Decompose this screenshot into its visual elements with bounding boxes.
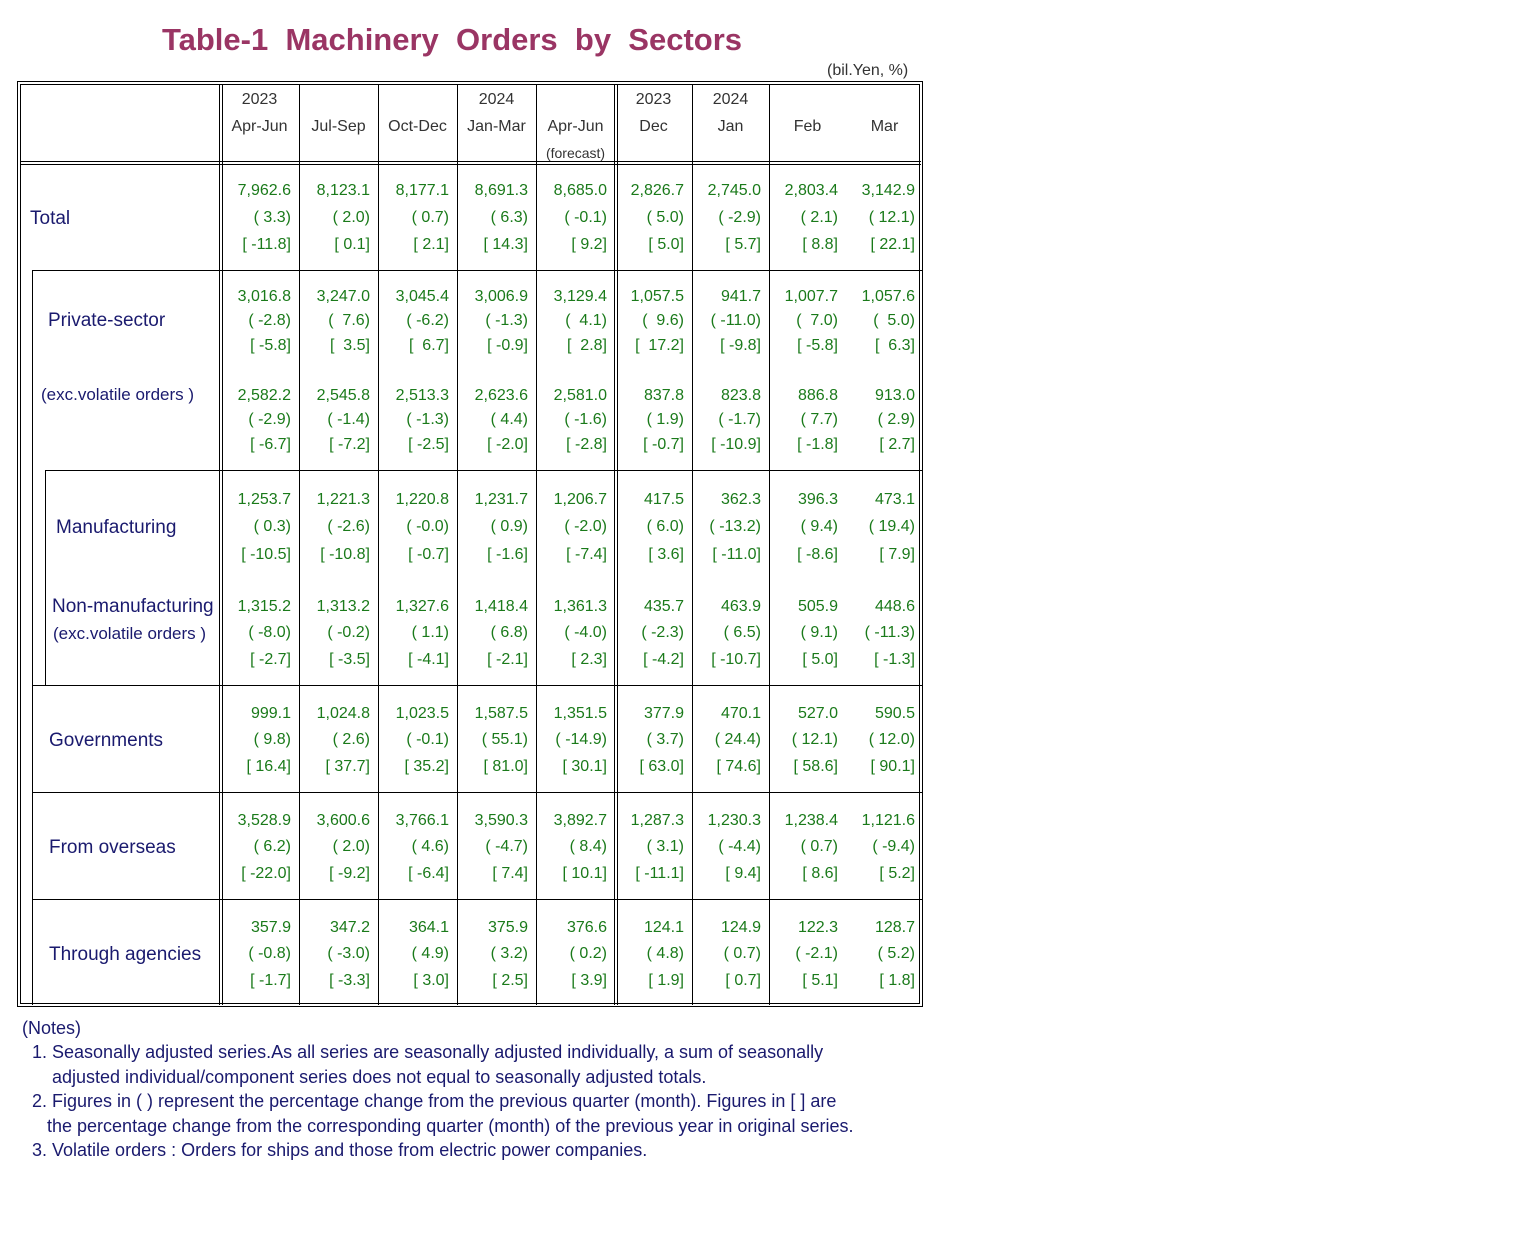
cell-yoy-change: [ -10.7] <box>711 651 761 668</box>
cell-yoy-change: [ -6.7] <box>250 436 291 453</box>
column-year: 2023 <box>635 91 672 108</box>
cell-value: 3,590.3 <box>474 812 528 829</box>
cell-yoy-change: [ -9.8] <box>720 337 761 354</box>
cell-qoq-change: ( -2.0) <box>564 518 607 535</box>
cell-yoy-change: [ 7.4] <box>492 865 528 882</box>
column-period: Jan-Mar <box>467 118 526 135</box>
cell-value: 1,057.5 <box>630 288 684 305</box>
row-label: Through agencies <box>49 944 202 965</box>
cell-value: 376.6 <box>566 919 607 936</box>
cell-yoy-change: [ 8.8] <box>802 236 838 253</box>
cell-value: 1,315.2 <box>237 598 291 615</box>
cell-yoy-change: [ -10.5] <box>241 546 291 563</box>
cell-yoy-change: [ -0.7] <box>408 546 449 563</box>
row-label: Total <box>30 208 71 229</box>
cell-qoq-change: ( 5.0) <box>646 209 684 226</box>
indent-line <box>45 470 46 685</box>
cell-yoy-change: [ 58.6] <box>793 758 838 775</box>
cell-value: 2,745.0 <box>707 182 761 199</box>
cell-value: 2,513.3 <box>395 387 449 404</box>
cell-value: 3,600.6 <box>316 812 370 829</box>
cell-qoq-change: ( 8.4) <box>569 838 607 855</box>
note-line: adjusted individual/component series does not equal to seasonally adjusted totals. <box>22 1066 707 1087</box>
cell-yoy-change: [ 9.2] <box>571 236 607 253</box>
row-separator <box>32 899 922 900</box>
cell-value: 3,247.0 <box>316 288 370 305</box>
cell-value: 3,142.9 <box>861 182 915 199</box>
cell-value: 448.6 <box>874 598 915 615</box>
cell-yoy-change: [ -4.1] <box>408 651 449 668</box>
cell-qoq-change: ( -1.4) <box>327 411 370 428</box>
cell-qoq-change: ( 3.2) <box>490 945 528 962</box>
note-line: 1. Seasonally adjusted series.As all series are seasonally adjusted individually, a sum of seasonally <box>22 1042 824 1063</box>
column-period: Mar <box>870 118 899 135</box>
cell-yoy-change: [ -11.1] <box>635 865 684 882</box>
cell-qoq-change: ( 5.0) <box>873 312 915 329</box>
note-line: 2. Figures in ( ) represent the percentage change from the previous quarter (month). Figures in [ ] are <box>22 1091 837 1112</box>
indent-line <box>32 270 33 1005</box>
cell-qoq-change: ( -8.0) <box>248 624 291 641</box>
cell-value: 1,313.2 <box>316 598 370 615</box>
cell-qoq-change: ( 2.6) <box>332 731 370 748</box>
column-period: Feb <box>793 118 822 135</box>
cell-value: 527.0 <box>797 705 838 722</box>
cell-qoq-change: ( 7.6) <box>328 312 370 329</box>
row-separator <box>32 685 922 686</box>
cell-yoy-change: [ 6.7] <box>408 337 449 354</box>
cell-value: 590.5 <box>874 705 915 722</box>
cell-qoq-change: ( -2.1) <box>795 945 838 962</box>
cell-value: 8,177.1 <box>395 182 449 199</box>
note-line: 3. Volatile orders : Orders for ships and those from electric power companies. <box>22 1140 648 1161</box>
cell-qoq-change: ( -1.3) <box>485 312 528 329</box>
cell-qoq-change: ( 0.7) <box>723 945 761 962</box>
cell-qoq-change: ( 6.3) <box>490 209 528 226</box>
cell-yoy-change: [ -4.2] <box>643 651 684 668</box>
cell-value: 1,418.4 <box>474 598 528 615</box>
cell-qoq-change: ( -1.3) <box>406 411 449 428</box>
column-separator <box>536 85 537 1005</box>
cell-yoy-change: [ 90.1] <box>870 758 915 775</box>
cell-yoy-change: [ -6.4] <box>408 865 449 882</box>
cell-value: 3,129.4 <box>553 288 607 305</box>
cell-value: 1,238.4 <box>784 812 838 829</box>
cell-value: 128.7 <box>874 919 915 936</box>
cell-qoq-change: ( 4.8) <box>646 945 684 962</box>
column-separator <box>378 85 379 1005</box>
cell-qoq-change: ( 0.7) <box>800 838 838 855</box>
cell-yoy-change: [ 37.7] <box>325 758 370 775</box>
cell-yoy-change: [ 5.0] <box>802 651 838 668</box>
column-note: (forecast) <box>545 145 606 161</box>
cell-yoy-change: [ -7.4] <box>566 546 607 563</box>
cell-qoq-change: ( -2.9) <box>248 411 291 428</box>
cell-yoy-change: [ 63.0] <box>639 758 684 775</box>
cell-yoy-change: [ -3.5] <box>329 651 370 668</box>
cell-qoq-change: ( 1.9) <box>646 411 684 428</box>
cell-yoy-change: [ -0.9] <box>487 337 528 354</box>
column-period: Jul-Sep <box>311 118 366 135</box>
cell-yoy-change: [ 2.7] <box>879 436 915 453</box>
notes-heading: (Notes) <box>22 1018 82 1038</box>
cell-qoq-change: ( -1.7) <box>718 411 761 428</box>
cell-qoq-change: ( -0.2) <box>327 624 370 641</box>
row-separator <box>32 792 922 793</box>
cell-qoq-change: ( 2.9) <box>877 411 915 428</box>
cell-qoq-change: ( 55.1) <box>481 731 528 748</box>
cell-yoy-change: [ -1.6] <box>487 546 528 563</box>
cell-yoy-change: [ 6.3] <box>874 337 915 354</box>
cell-qoq-change: ( 2.1) <box>800 209 838 226</box>
cell-value: 3,045.4 <box>395 288 449 305</box>
cell-yoy-change: [ 8.6] <box>802 865 838 882</box>
cell-yoy-change: [ 14.3] <box>483 236 528 253</box>
cell-qoq-change: ( -14.9) <box>555 731 607 748</box>
cell-yoy-change: [ 74.6] <box>716 758 761 775</box>
cell-value: 1,361.3 <box>553 598 607 615</box>
row-separator <box>32 270 922 271</box>
cell-value: 8,685.0 <box>553 182 607 199</box>
cell-qoq-change: ( -1.6) <box>564 411 607 428</box>
notes-section <box>22 1016 853 1162</box>
cell-yoy-change: [ 10.1] <box>562 865 607 882</box>
cell-yoy-change: [ 1.8] <box>879 972 915 989</box>
cell-yoy-change: [ -1.7] <box>250 972 291 989</box>
cell-value: 1,024.8 <box>316 705 370 722</box>
column-year: 2023 <box>241 91 278 108</box>
cell-qoq-change: ( 19.4) <box>868 518 915 535</box>
cell-value: 2,582.2 <box>237 387 291 404</box>
row-separator <box>45 470 922 471</box>
column-separator <box>299 85 300 1005</box>
page-title: Table-1 Machinery Orders by Sectors <box>162 22 743 57</box>
cell-qoq-change: ( 0.2) <box>569 945 607 962</box>
cell-value: 473.1 <box>874 491 915 508</box>
cell-yoy-change: [ -11.0] <box>712 546 761 563</box>
cell-value: 2,803.4 <box>784 182 838 199</box>
cell-yoy-change: [ -5.8] <box>250 337 291 354</box>
cell-value: 1,351.5 <box>553 705 607 722</box>
cell-qoq-change: ( -4.4) <box>718 838 761 855</box>
header-separator <box>21 161 921 162</box>
cell-value: 1,220.8 <box>395 491 449 508</box>
cell-qoq-change: ( 0.3) <box>253 518 291 535</box>
cell-qoq-change: ( -2.9) <box>718 209 761 226</box>
cell-qoq-change: ( -2.6) <box>327 518 370 535</box>
cell-yoy-change: [ -1.3] <box>874 651 915 668</box>
cell-qoq-change: ( 7.0) <box>796 312 838 329</box>
cell-qoq-change: ( 1.1) <box>411 624 449 641</box>
cell-value: 435.7 <box>643 598 684 615</box>
cell-value: 913.0 <box>874 387 915 404</box>
cell-qoq-change: ( 9.4) <box>800 518 838 535</box>
row-label: Private-sector <box>48 310 166 331</box>
column-separator <box>219 85 220 1005</box>
cell-yoy-change: [ 17.2] <box>635 337 684 354</box>
cell-value: 357.9 <box>250 919 291 936</box>
cell-value: 470.1 <box>720 705 761 722</box>
cell-value: 375.9 <box>487 919 528 936</box>
cell-qoq-change: ( -4.7) <box>485 838 528 855</box>
cell-qoq-change: ( 9.1) <box>800 624 838 641</box>
cell-value: 8,123.1 <box>316 182 370 199</box>
cell-yoy-change: [ 7.9] <box>879 546 915 563</box>
cell-qoq-change: ( 6.2) <box>253 838 291 855</box>
column-separator <box>692 85 693 1005</box>
cell-yoy-change: [ 3.6] <box>648 546 684 563</box>
cell-value: 7,962.6 <box>237 182 291 199</box>
cell-qoq-change: ( -11.3) <box>864 624 915 641</box>
cell-value: 505.9 <box>797 598 838 615</box>
row-label: (exc.volatile orders ) <box>41 385 195 404</box>
cell-value: 1,121.6 <box>861 812 915 829</box>
header-separator <box>21 164 921 165</box>
cell-yoy-change: [ -11.8] <box>242 236 291 253</box>
row-label: Manufacturing <box>56 517 177 538</box>
column-separator <box>614 85 615 1005</box>
cell-yoy-change: [ 1.9] <box>648 972 684 989</box>
cell-yoy-change: [ 16.4] <box>246 758 291 775</box>
cell-qoq-change: ( 4.9) <box>411 945 449 962</box>
cell-value: 417.5 <box>643 491 684 508</box>
cell-value: 1,023.5 <box>395 705 449 722</box>
cell-yoy-change: [ -0.7] <box>643 436 684 453</box>
machinery-orders-table <box>20 84 920 1004</box>
cell-qoq-change: ( 12.1) <box>868 209 915 226</box>
cell-qoq-change: ( 4.1) <box>565 312 607 329</box>
column-separator <box>457 85 458 1005</box>
cell-value: 377.9 <box>643 705 684 722</box>
cell-qoq-change: ( 12.1) <box>791 731 838 748</box>
cell-qoq-change: ( 3.1) <box>646 838 684 855</box>
cell-yoy-change: [ 0.1] <box>334 236 370 253</box>
cell-value: 1,287.3 <box>630 812 684 829</box>
cell-qoq-change: ( -4.0) <box>564 624 607 641</box>
column-period: Dec <box>639 118 668 135</box>
cell-yoy-change: [ 9.4] <box>725 865 761 882</box>
cell-qoq-change: ( -0.1) <box>564 209 607 226</box>
cell-value: 886.8 <box>797 387 838 404</box>
cell-yoy-change: [ 22.1] <box>870 236 915 253</box>
cell-value: 124.9 <box>720 919 761 936</box>
cell-qoq-change: ( 4.4) <box>490 411 528 428</box>
unit-label: (bil.Yen, %) <box>827 62 909 79</box>
column-period: Apr-Jun <box>231 118 288 135</box>
cell-value: 1,221.3 <box>316 491 370 508</box>
cell-qoq-change: ( -9.4) <box>872 838 915 855</box>
column-separator <box>769 85 770 1005</box>
cell-yoy-change: [ 5.0] <box>648 236 684 253</box>
cell-yoy-change: [ -10.8] <box>320 546 370 563</box>
cell-value: 122.3 <box>797 919 838 936</box>
column-year: 2024 <box>712 91 749 108</box>
cell-yoy-change: [ 3.0] <box>413 972 449 989</box>
cell-value: 1,327.6 <box>395 598 449 615</box>
cell-value: 1,230.3 <box>707 812 761 829</box>
cell-yoy-change: [ 2.8] <box>566 337 607 354</box>
cell-value: 2,623.6 <box>474 387 528 404</box>
cell-qoq-change: ( 5.2) <box>877 945 915 962</box>
cell-qoq-change: ( -2.8) <box>248 312 291 329</box>
cell-value: 1,057.6 <box>861 288 915 305</box>
cell-value: 3,892.7 <box>553 812 607 829</box>
cell-qoq-change: ( 12.0) <box>868 731 915 748</box>
column-period: Apr-Jun <box>547 118 604 135</box>
cell-qoq-change: ( 3.3) <box>253 209 291 226</box>
cell-qoq-change: ( -0.1) <box>406 731 449 748</box>
cell-qoq-change: ( 6.0) <box>646 518 684 535</box>
cell-yoy-change: [ 5.2] <box>879 865 915 882</box>
cell-yoy-change: [ 30.1] <box>562 758 607 775</box>
row-label: Non-manufacturing <box>52 596 214 617</box>
column-period: Jan <box>717 118 744 135</box>
cell-value: 347.2 <box>329 919 370 936</box>
cell-value: 3,016.8 <box>237 288 291 305</box>
cell-qoq-change: ( -13.2) <box>709 518 761 535</box>
cell-qoq-change: ( -11.0) <box>710 312 761 329</box>
cell-yoy-change: [ 81.0] <box>483 758 528 775</box>
cell-value: 3,006.9 <box>474 288 528 305</box>
cell-yoy-change: [ -2.1] <box>487 651 528 668</box>
cell-yoy-change: [ -9.2] <box>329 865 370 882</box>
cell-value: 1,007.7 <box>784 288 838 305</box>
row-label: Governments <box>49 730 164 751</box>
cell-value: 1,587.5 <box>474 705 528 722</box>
cell-yoy-change: [ -2.5] <box>408 436 449 453</box>
cell-qoq-change: ( 9.6) <box>642 312 684 329</box>
cell-yoy-change: [ 5.1] <box>802 972 838 989</box>
cell-value: 999.1 <box>250 705 291 722</box>
cell-qoq-change: ( -3.0) <box>327 945 370 962</box>
cell-qoq-change: ( -0.0) <box>406 518 449 535</box>
cell-qoq-change: ( 2.0) <box>332 209 370 226</box>
cell-yoy-change: [ -8.6] <box>797 546 838 563</box>
cell-value: 837.8 <box>643 387 684 404</box>
cell-yoy-change: [ 3.5] <box>329 337 370 354</box>
cell-yoy-change: [ -5.8] <box>797 337 838 354</box>
cell-yoy-change: [ -1.8] <box>797 436 838 453</box>
cell-yoy-change: [ 2.5] <box>492 972 528 989</box>
cell-value: 1,253.7 <box>237 491 291 508</box>
cell-value: 2,826.7 <box>630 182 684 199</box>
cell-qoq-change: ( 4.6) <box>411 838 449 855</box>
cell-yoy-change: [ 2.1] <box>413 236 449 253</box>
cell-qoq-change: ( 7.7) <box>800 411 838 428</box>
cell-yoy-change: [ -7.2] <box>329 436 370 453</box>
cell-yoy-change: [ 2.3] <box>571 651 607 668</box>
cell-value: 2,581.0 <box>553 387 607 404</box>
cell-value: 823.8 <box>720 387 761 404</box>
cell-yoy-change: [ -2.0] <box>487 436 528 453</box>
cell-qoq-change: ( 6.5) <box>723 624 761 641</box>
row-sublabel: (exc.volatile orders ) <box>53 624 207 643</box>
cell-value: 1,231.7 <box>474 491 528 508</box>
cell-value: 941.7 <box>720 288 761 305</box>
cell-yoy-change: [ 0.7] <box>725 972 761 989</box>
cell-value: 2,545.8 <box>316 387 370 404</box>
cell-qoq-change: ( 24.4) <box>714 731 761 748</box>
cell-qoq-change: ( -2.3) <box>641 624 684 641</box>
cell-yoy-change: [ -10.9] <box>711 436 761 453</box>
cell-qoq-change: ( 2.0) <box>332 838 370 855</box>
cell-value: 124.1 <box>643 919 684 936</box>
cell-value: 364.1 <box>408 919 449 936</box>
cell-value: 362.3 <box>720 491 761 508</box>
cell-qoq-change: ( 0.9) <box>490 518 528 535</box>
cell-qoq-change: ( -0.8) <box>248 945 291 962</box>
cell-qoq-change: ( 3.7) <box>646 731 684 748</box>
cell-yoy-change: [ -2.8] <box>566 436 607 453</box>
cell-value: 463.9 <box>720 598 761 615</box>
note-line: the percentage change from the corresponding quarter (month) of the previous year in original series. <box>22 1115 854 1136</box>
column-year: 2024 <box>478 91 515 108</box>
cell-value: 396.3 <box>797 491 838 508</box>
cell-yoy-change: [ -2.7] <box>250 651 291 668</box>
cell-value: 3,766.1 <box>395 812 449 829</box>
cell-yoy-change: [ -3.3] <box>329 972 370 989</box>
cell-qoq-change: ( 0.7) <box>411 209 449 226</box>
row-label: From overseas <box>49 837 176 858</box>
cell-qoq-change: ( 6.8) <box>490 624 528 641</box>
cell-qoq-change: ( -6.2) <box>406 312 449 329</box>
column-period: Oct-Dec <box>388 118 447 135</box>
cell-value: 1,206.7 <box>553 491 607 508</box>
cell-yoy-change: [ -22.0] <box>241 865 291 882</box>
cell-yoy-change: [ 3.9] <box>571 972 607 989</box>
cell-yoy-change: [ 5.7] <box>725 236 761 253</box>
cell-yoy-change: [ 35.2] <box>404 758 449 775</box>
cell-value: 8,691.3 <box>474 182 528 199</box>
cell-value: 3,528.9 <box>237 812 291 829</box>
cell-qoq-change: ( 9.8) <box>253 731 291 748</box>
